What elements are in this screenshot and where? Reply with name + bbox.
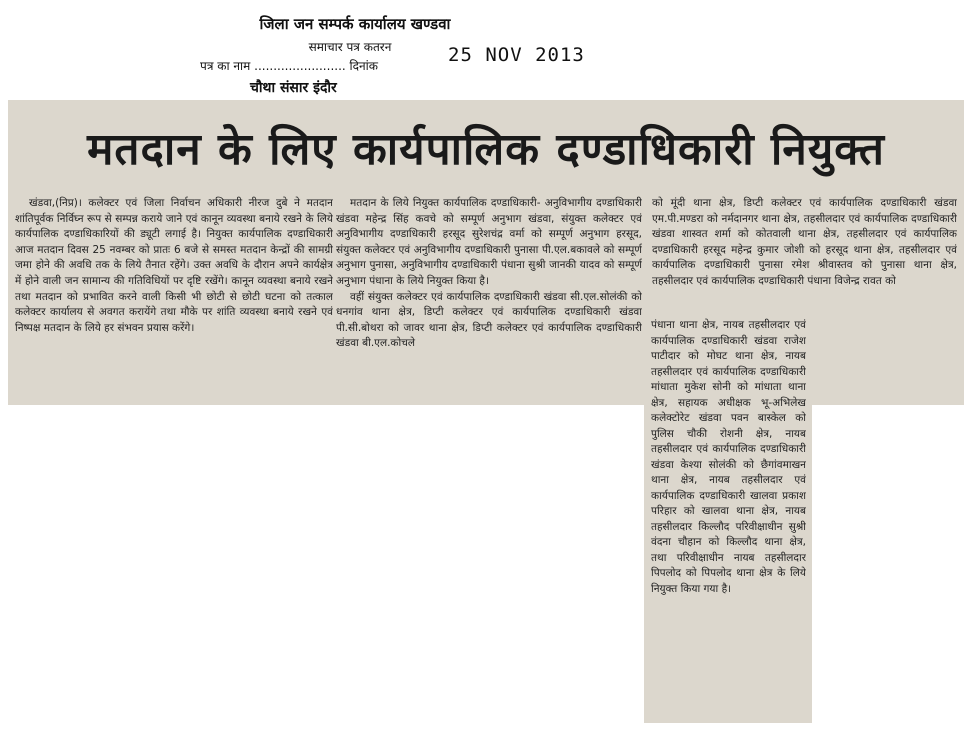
article-paragraph: मतदान के लिये नियुक्त कार्यपालिक दण्डाधिकारी- अनुविभागीय दण्डाधिकारी खंडवा महेन्द्र सिंह कवचे को सम्पूर्ण अनुभाग खंडवा, संयुक्त कलेक्टर एवं अनुविभागीय दण्डाधिकारी हरसूद सुरेशचंद्र वर्मा को सम्पूर्ण अनुभाग हरसूद, संयुक्त कलेक्टर एवं अनुविभागीय दण्डाधिकारी पुनासा पी.एल.बकावले को सम्पूर्ण अनुभाग पुनासा, अनुविभागीय दण्डाधिकारी पंधाना सुश्री जानकी यादव को सम्पूर्ण अनुभाग पंधाना के लिये नियुक्त किया है। — [336, 197, 642, 287]
office-stamp-title: जिला जन सम्पर्क कार्यालय खण्डवा — [259, 15, 451, 33]
article-column-2 — [336, 196, 642, 398]
article-paragraph: खंडवा,(निप्र)। कलेक्टर एवं जिला निर्वाचन अधिकारी नीरज दुबे ने मतदान शांतिपूर्वक निर्विघ्न रूप से सम्पन्न कराये जाने एवं कानून व्यवस्था बनाये रखने के लिये कार्यपालिक दण्डाधिकारियों की ड्यूटी लगाई है। नियुक्त कार्यपालिक दण्डाधिकारी आज मतदान दिवस 25 नवम्बर को प्रातः 6 बजे से समस्त मतदान केन्द्रों की सामग्री जमा होने की अवधि तक के लिये तैनात रहेंगे। उक्त अवधि के दौरान अपने कार्यक्षेत्र में होने वाली जन सामान्य की गतिविधियों पर दृष्टि रखेंगे। कानून व्यवस्था बनाये रखने तथा मतदान को प्रभावित करने वाली किसी भी छोटी से छोटी घटना को तत्काल कलेक्टर कार्यालय से अवगत करायेंगे तथा मौके पर शांति व्यवस्था बनाये रखने एवं निष्पक्ष मतदान के लिये हर संभवन प्रयास करेंगे। — [15, 197, 333, 334]
cutting-label: समाचार पत्र कतरन — [308, 40, 392, 54]
article-paragraph: को मूंदी थाना क्षेत्र, डिप्टी कलेक्टर एवं कार्यपालिक दण्डाधिकारी खंडवा एम.पी.मण्डरा को नर्मदानगर थाना क्षेत्र, तहसीलदार एवं कार्यपालिक दण्डाधिकारी खंडवा शास्वत शर्मा को कोतवाली थाना क्षेत्र, तहसीलदार एवं कार्यपालिक दण्डाधिकारी हरसूद महेन्द्र कुमार जोशी को हरसूद थाना क्षेत्र, तहसीलदार एवं कार्यपालिक दण्डाधिकारी पुनासा रमेश श्रीवास्तव को पुनासा थाना क्षेत्र, तहसीलदार एवं कार्यपालिक दण्डाधिकारी पंधाना विजेन्द्र रावत को — [652, 197, 957, 287]
article-column-3 — [652, 196, 957, 316]
article-column-1 — [15, 196, 333, 398]
article-headline: मतदान के लिए कार्यपालिक दण्डाधिकारी नियुक्त — [87, 124, 885, 175]
name-date-line: पत्र का नाम ........................ दिनांक — [200, 59, 378, 73]
article-paragraph: पंधाना थाना क्षेत्र, नायब तहसीलदार एवं कार्यपालिक दण्डाधिकारी खंडवा राजेश पाटीदार को मोघट थाना क्षेत्र, नायब तहसीलदार एवं कार्यपालिक दण्डाधिकारी मांधाता मुकेश सोनी को मांधाता थाना क्षेत्र, सहायक अधीक्षक भू-अभिलेख कलेक्टोरेट खंडवा पवन बास्केल को पुलिस चौकी रोशनी क्षेत्र, नायब तहसीलदार एवं कार्यपालिक दण्डाधिकारी खंडवा केश्या सोलंकी को छैगांवमाखन थाना क्षेत्र, नायब तहसीलदार एवं कार्यपालिक दण्डाधिकारी खालवा प्रकाश परिहार को खालवा थाना क्षेत्र, नायब तहसीलदार किल्लौद परिवीक्षाधीन सुश्री वंदना चौहान को किल्लौद थाना क्षेत्र, तथा परिवीक्षाधीन नायब तहसीलदार पिपलोद को पिपलोद थाना क्षेत्र के लिये नियुक्त किया गया है। — [651, 319, 806, 595]
article-paragraph: वहीं संयुक्त कलेक्टर एवं कार्यपालिक दण्डाधिकारी खंडवा सी.एल.सोलंकी को धनगांव थाना क्षेत्र, डिप्टी कलेक्टर एवं कार्यपालिक दण्डाधिकारी खंडवा पी.सी.बोथरा को जावर थाना क्षेत्र, डिप्टी कलेक्टर एवं कार्यपालिक दण्डाधिकारी खंडवा बी.एल.कोचले — [336, 290, 642, 350]
article-column-4 — [651, 318, 806, 718]
stamp-date: 25 NOV 2013 — [448, 44, 585, 66]
newspaper-name: चौथा संसार इंदौर — [250, 80, 337, 96]
